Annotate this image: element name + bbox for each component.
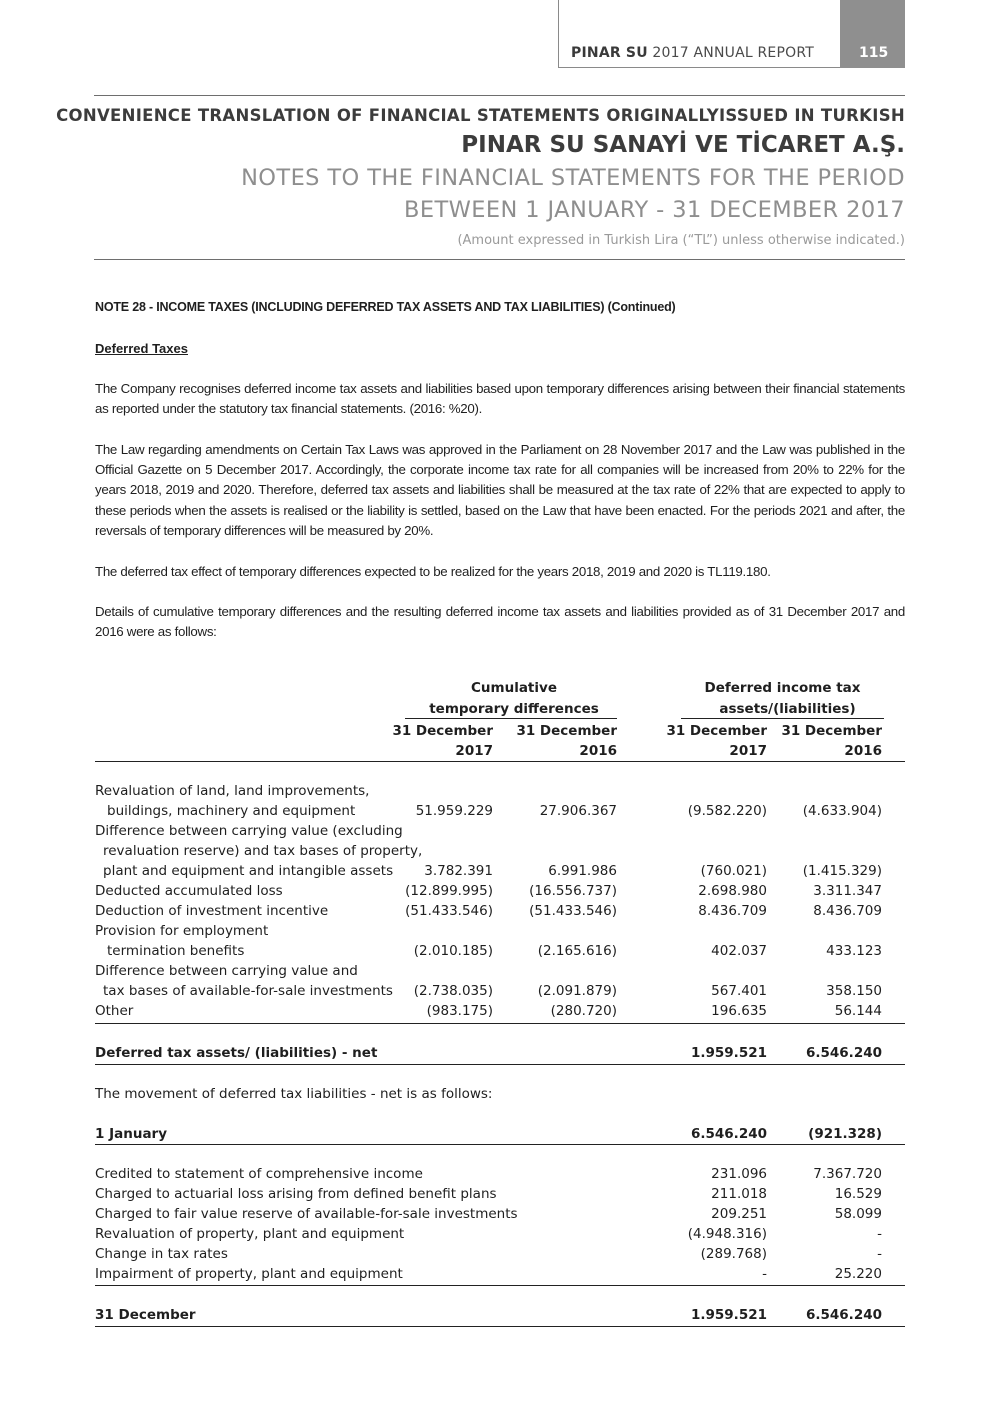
row-label: tax bases of available-for-sale investments (103, 983, 393, 999)
col2-header: 31 December (516, 723, 617, 739)
total-row (95, 1043, 905, 1063)
closing-rule (95, 1326, 905, 1327)
table-row (95, 981, 905, 1001)
cell-value: (9.582.220) (687, 803, 767, 819)
cell-value: (51.433.546) (529, 903, 617, 919)
notes-title: NOTES TO THE FINANCIAL STATEMENTS FOR THE PERIOD (241, 165, 905, 191)
table-row (95, 841, 905, 861)
note-title: NOTE 28 - INCOME TAXES (INCLUDING DEFERRED TAX ASSETS AND TAX LIABILITIES) (Continued) (95, 300, 676, 314)
total-2016: 6.546.240 (805, 1045, 882, 1061)
table-row (95, 1001, 905, 1021)
header-rule (95, 761, 905, 762)
col4-header: 31 December (781, 723, 882, 739)
cell-value: 25.220 (834, 1266, 882, 1282)
cell-value: (4.633.904) (802, 803, 882, 819)
row-label: Other (95, 1003, 134, 1019)
table-row (95, 1244, 905, 1264)
row-label: Provision for employment (95, 923, 269, 939)
total-rule (95, 1064, 905, 1065)
group-header-cumulative: Cumulative (471, 680, 557, 696)
paragraph-3: The deferred tax effect of temporary differences expected to be realized for the years 2018, 2019 and 2020 is TL119.180. (95, 564, 771, 579)
total-2017: 1.959.521 (690, 1045, 767, 1061)
table-row (95, 781, 905, 801)
opening-rule (95, 1144, 905, 1145)
title-top-rule (94, 95, 905, 96)
cell-value: - (877, 1226, 882, 1242)
table-row (95, 1204, 905, 1224)
column-header-row-1 (95, 721, 905, 741)
cell-value: (1.415.329) (802, 863, 882, 879)
paragraph-1: The Company recognises deferred income tax assets and liabilities based upon temporary differences arising between their financial statements as reported under the statutory tax financial statements. (2016: %20). (95, 381, 905, 417)
cell-value: - (762, 1266, 767, 1282)
table-row (95, 1184, 905, 1204)
cell-value: (2.091.879) (537, 983, 617, 999)
cell-value: 196.635 (711, 1003, 767, 1019)
closing-2016: 6.546.240 (805, 1307, 882, 1323)
title-bottom-rule (94, 259, 905, 260)
page-number-box (840, 0, 905, 68)
cell-value: (2.010.185) (413, 943, 493, 959)
group-header-deferred: Deferred income tax (704, 680, 861, 696)
row-label: revaluation reserve) and tax bases of property, (103, 843, 423, 859)
movement-table (95, 1124, 905, 1334)
cell-value: (2.165.616) (537, 943, 617, 959)
cell-value: 231.096 (711, 1166, 767, 1182)
col1-header: 31 December (392, 723, 493, 739)
row-label: Revaluation of land, land improvements, (95, 783, 370, 799)
row-label: Charged to actuarial loss arising from defined benefit plans (95, 1186, 497, 1202)
cell-value: 402.037 (711, 943, 767, 959)
col1-year: 2017 (455, 743, 493, 759)
closing-row (95, 1305, 905, 1325)
opening-row (95, 1124, 905, 1144)
cell-value: 51.959.229 (415, 803, 493, 819)
row-label: Difference between carrying value and (95, 963, 358, 979)
row-label: Change in tax rates (95, 1246, 228, 1262)
movement-intro (95, 1084, 905, 1104)
total-label: Deferred tax assets/ (liabilities) - net (95, 1045, 378, 1061)
cell-value: (760.021) (700, 863, 767, 879)
group-header-cumulative-2: temporary differences (429, 701, 599, 717)
cell-value: 2.698.980 (698, 883, 767, 899)
cell-value: 27.906.367 (539, 803, 617, 819)
header-brand: PINAR SU (571, 45, 648, 61)
row-label: Credited to statement of comprehensive income (95, 1166, 423, 1182)
table-row (95, 1164, 905, 1184)
cell-value: (983.175) (426, 1003, 493, 1019)
row-label: Revaluation of property, plant and equipment (95, 1226, 405, 1242)
table-row (95, 1224, 905, 1244)
table-row (95, 821, 905, 841)
opening-2017: 6.546.240 (690, 1126, 767, 1142)
table-row (95, 1264, 905, 1284)
table-row (95, 881, 905, 901)
group-header-deferred-2: assets/(liabilities) (719, 701, 856, 717)
cell-value: 209.251 (711, 1206, 767, 1222)
cell-value: 358.150 (826, 983, 882, 999)
subtotal-rule (95, 1023, 905, 1024)
group-underline-2 (681, 718, 884, 719)
cell-value: (2.738.035) (413, 983, 493, 999)
table-row (95, 861, 905, 881)
cell-value: 6.991.986 (548, 863, 617, 879)
cell-value: 7.367.720 (813, 1166, 882, 1182)
opening-label: 1 January (95, 1126, 168, 1142)
row-label: plant and equipment and intangible assets (103, 863, 394, 879)
section-title: Deferred Taxes (95, 341, 188, 356)
cell-value: (280.720) (550, 1003, 617, 1019)
cell-value: - (877, 1246, 882, 1262)
closing-label: 31 December (95, 1307, 196, 1323)
group-underline-1 (405, 718, 617, 719)
cell-value: 3.311.347 (813, 883, 882, 899)
cell-value: 567.401 (711, 983, 767, 999)
cell-value: (16.556.737) (529, 883, 617, 899)
table-row (95, 941, 905, 961)
col3-year: 2017 (729, 743, 767, 759)
opening-2016: (921.328) (808, 1126, 882, 1142)
paragraph-2: The Law regarding amendments on Certain Tax Laws was approved in the Parliament on 28 November 2017 and the Law was published in the Official Gazette on 5 December 2017. Accordingly, the corporate income tax rate for all companies will be increased from 20% to 22% for the years 2018, 2019 and 2020. Therefore, deferred tax assets and liabilities shall be measured at the tax rate of 22% that are expected to apply to these periods when the assets is realised or the liability is settled, based on the Law that have been enacted. For the periods 2021 and after, the reversals of temporary differences will be measured by 20%. (95, 442, 905, 538)
period-title: BETWEEN 1 JANUARY - 31 DECEMBER 2017 (404, 197, 905, 223)
cell-value: 3.782.391 (424, 863, 493, 879)
table-row (95, 901, 905, 921)
deferred-tax-table (95, 680, 905, 1070)
row-label: Deducted accumulated loss (95, 883, 283, 899)
cell-value: (12.899.995) (405, 883, 493, 899)
table-row (95, 921, 905, 941)
cell-value: 8.436.709 (813, 903, 882, 919)
cell-value: 211.018 (711, 1186, 767, 1202)
company-name: PINAR SU SANAYİ VE TİCARET A.Ş. (461, 132, 905, 158)
col3-header: 31 December (666, 723, 767, 739)
table-row (95, 961, 905, 981)
column-header-row-2 (95, 741, 905, 761)
row-label: Difference between carrying value (excluding (95, 823, 403, 839)
header-report-title (571, 45, 814, 61)
closing-2017: 1.959.521 (690, 1307, 767, 1323)
cell-value: 56.144 (834, 1003, 882, 1019)
row-label: buildings, machinery and equipment (107, 803, 356, 819)
cell-value: (51.433.546) (405, 903, 493, 919)
movement-intro-text: The movement of deferred tax liabilities - net is as follows: (95, 1086, 493, 1102)
paragraph-4: Details of cumulative temporary differences and the resulting deferred income tax assets and liabilities provided as of 31 December 2017 and 2016 were as follows: (95, 604, 905, 640)
row-label: Deduction of investment incentive (95, 903, 329, 919)
col4-year: 2016 (844, 743, 882, 759)
row-label: Charged to fair value reserve of available-for-sale investments (95, 1206, 518, 1222)
row-label: Impairment of property, plant and equipment (95, 1266, 403, 1282)
amount-note: (Amount expressed in Turkish Lira (“TL”) unless otherwise indicated.) (457, 233, 905, 248)
col2-year: 2016 (579, 743, 617, 759)
cell-value: (4.948.316) (687, 1226, 767, 1242)
cell-value: 16.529 (834, 1186, 882, 1202)
row-label: termination benefits (107, 943, 245, 959)
translation-title: CONVENIENCE TRANSLATION OF FINANCIAL STATEMENTS ORIGINALLYISSUED IN TURKISH (56, 106, 905, 125)
cell-value: (289.768) (700, 1246, 767, 1262)
closing-top-rule (95, 1285, 905, 1286)
cell-value: 8.436.709 (698, 903, 767, 919)
cell-value: 433.123 (826, 943, 882, 959)
page-number: 115 (859, 45, 889, 61)
header-report: 2017 ANNUAL REPORT (652, 45, 814, 61)
cell-value: 58.099 (834, 1206, 882, 1222)
table-row (95, 801, 905, 821)
